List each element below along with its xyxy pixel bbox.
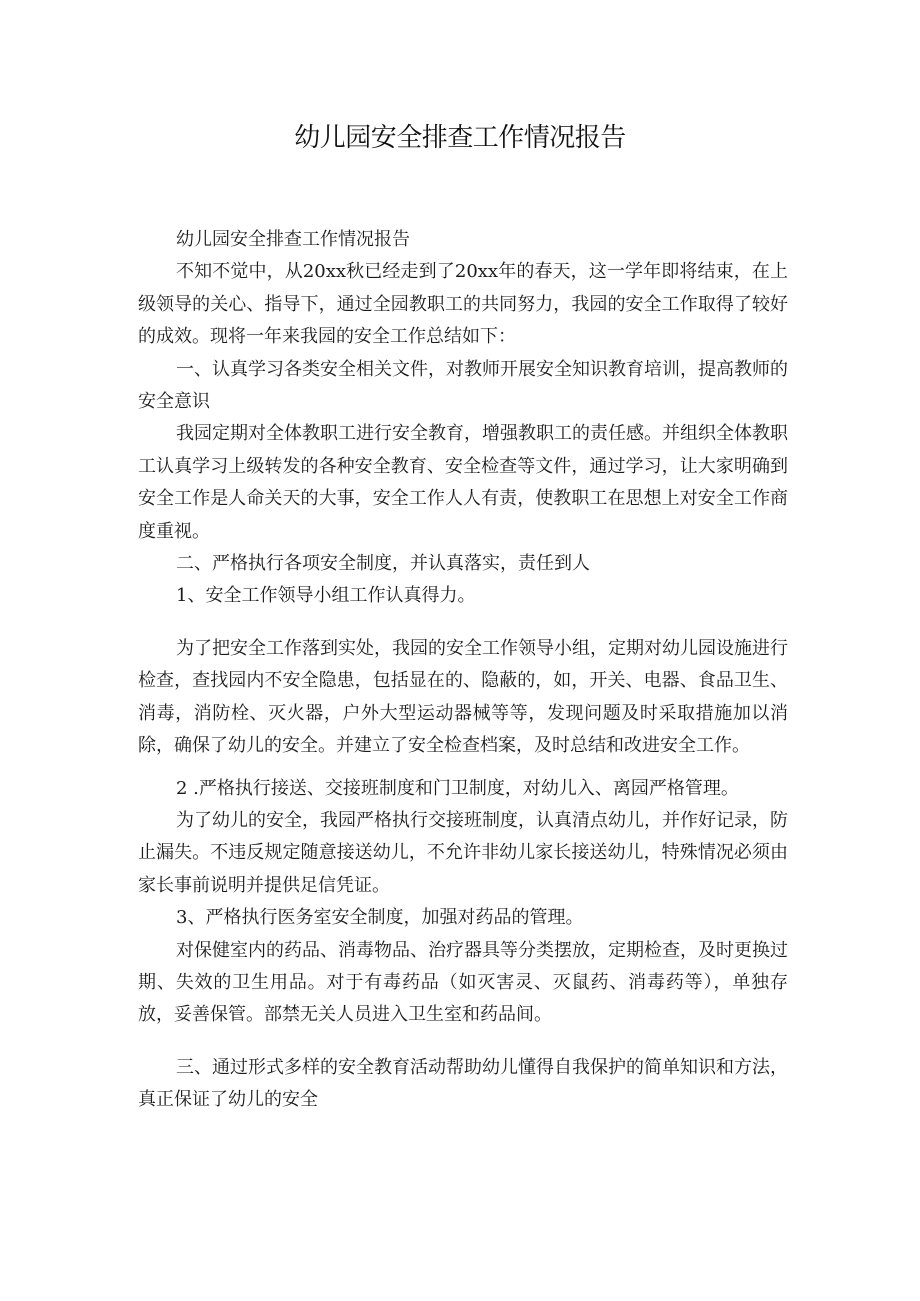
document-body: [138, 224, 788, 1117]
section-heading-1: 一、认真学习各类安全相关文件，对教师开展安全知识教育培训，提高教师的安全意识: [138, 358, 788, 413]
paragraph-2-1: 为了把安全工作落到实处，我园的安全工作领导小组，定期对幼儿园设施进行检查，查找园内不安全隐患，包括显在的、隐蔽的，如，开关、电器、食品卫生、消毒，消防栓、灭火器，户外大型运动器械等等，发现问题及时采取措施加以消除，确保了幼儿的安全。并建立了安全检查档案，及时总结和改进安全工作。: [138, 637, 788, 757]
subheading-2-3: 3、严格执行医务室安全制度，加强对药品的管理。: [176, 907, 584, 929]
paragraph-intro: 不知不觉中，从20xx秋已经走到了20xx年的春天，这一学年即将结束，在上级领导的关心、指导下，通过全园教职工的共同努力，我园的安全工作取得了较好的成效。现将一年来我园的安全工作总结如下：: [138, 261, 788, 348]
section-heading-3: 三、通过形式多样的安全教育活动帮助幼儿懂得自我保护的简单知识和方法，真正保证了幼儿的安全: [138, 1056, 788, 1111]
paragraph-subtitle: 幼儿园安全排查工作情况报告: [176, 229, 410, 250]
section-heading-2: 二、严格执行各项安全制度，并认真落实，责任到人: [176, 553, 590, 575]
paragraph-2-3: 对保健室内的药品、消毒物品、治疗器具等分类摆放，定期检查，及时更换过期、失效的卫生用品。对于有毒药品（如灭害灵、灭鼠药、消毒药等），单独存放，妥善保管。部禁无关人员进入卫生室和药品间。: [138, 939, 788, 1026]
subheading-2-1: 1、安全工作领导小组工作认真得力。: [176, 585, 476, 607]
document-title: 幼儿园安全排查工作情况报告: [294, 123, 626, 153]
paragraph-section-1: 我园定期对全体教职工进行安全教育，增强教职工的责任感。并组织全体教职工认真学习上级转发的各种安全教育、安全检查等文件，通过学习，让大家明确到安全工作是人命关天的大事，安全工作人人有责，使教职工在思想上对安全工作商度重视。: [138, 423, 788, 542]
subheading-2-2: 2 .严格执行接送、交接班制度和门卫制度，对幼儿入、离园严格管理。: [176, 777, 739, 799]
paragraph-2-2: 为了幼儿的安全，我园严格执行交接班制度，认真清点幼儿，并作好记录，防止漏失。不违反规定随意接送幼儿，不允许非幼儿家长接送幼儿，特殊情况必须由家长事前说明并提供足信凭证。: [138, 809, 788, 896]
